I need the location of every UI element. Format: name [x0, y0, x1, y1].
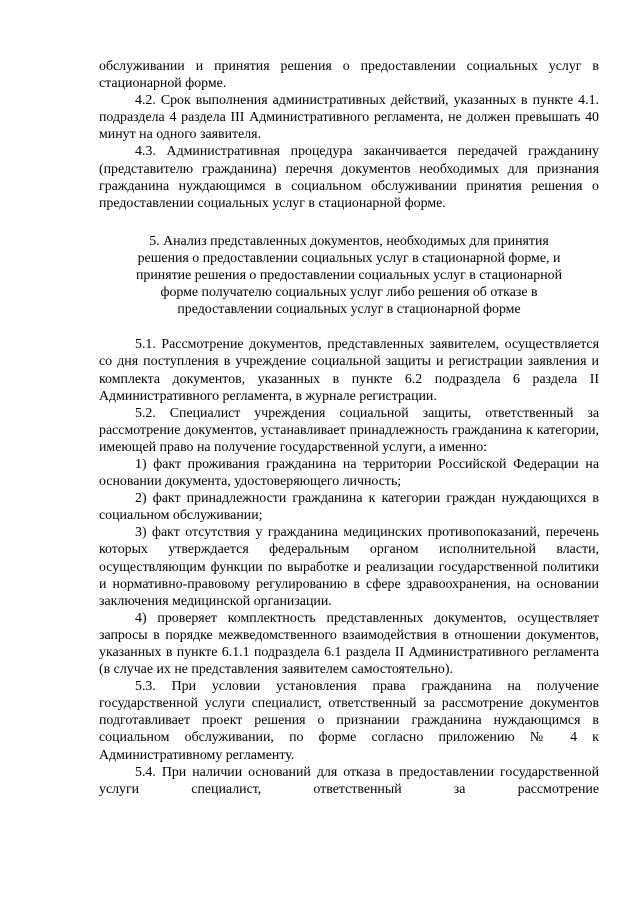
list-item-2: 2) факт принадлежности гражданина к категории граждан нуждающихся в социальном обслуживании; — [99, 491, 599, 524]
paragraph-5-1: 5.1. Рассмотрение документов, представленных заявителем, осуществляется со дня поступления в учреждение социальной защиты и регистрации заявления и комплекта документов, указанных в пункте 6.2 подраздела 6 раздела II Административного регламента, в журнале регистрации. — [99, 337, 599, 404]
list-item-3: 3) факт отсутствия у гражданина медицинских противопоказаний, перечень которых утверждается федеральным органом исполнительной власти, осуществляющим функции по выработке и реализации государственной политики и нормативно-правовому регулированию в сфере здравоохранения, на основании заключения медицинской организации. — [99, 525, 599, 609]
paragraph-4-2: 4.2. Срок выполнения административных действий, указанных в пункте 4.1. подраздела 4 раздела III Административного регламента, не должен превышать 40 минут на одного заявителя. — [99, 93, 599, 143]
paragraph-5-3: 5.3. При условии установления права гражданина на получение государственной услуги специалист, ответственный за рассмотрение документов подготавливает проект решения о признании гражданина нуждающимся в социальном обслуживании, по форме согласно приложению № 4 к Административному регламенту. — [99, 679, 599, 763]
paragraph-5-4: 5.4. При наличии оснований для отказа в предоставлении государственной услуги специалист, ответственный за рассмотрение — [99, 764, 599, 797]
spacer — [99, 212, 599, 233]
continuation-paragraph: обслуживании и принятия решения о предоставлении социальных услуг в стационарной форме. — [99, 59, 599, 92]
document-body — [99, 58, 599, 798]
list-item-1: 1) факт проживания гражданина на территории Российской Федерации на основании документа, удостоверяющего личность; — [99, 456, 599, 490]
section-5-heading: 5. Анализ представленных документов, необходимых для принятия решения о предоставлении социальных услуг в стационарной форме, и принятие решения о предоставлении социальных услуг в стационарной форме получателю социальных услуг либо решения об отказе в предоставлении социальных услуг в стационарной форме — [135, 233, 563, 318]
paragraph-4-3: 4.3. Административная процедура заканчивается передачей гражданину (представителю гражданина) перечня документов необходимых для признания гражданина нуждающимся в социальном обслуживании принятия решения о предоставлении социальных услуг в стационарной форме. — [99, 144, 599, 211]
list-item-4: 4) проверяет комплектность представленных документов, осуществляет запросы в порядке межведомственного взаимодействия в отношении документов, указанных в пункте 6.1.1 подраздела 6.1 раздела II Административного регламента (в случае их не представления заявителем самостоятельно). — [99, 610, 599, 678]
paragraph-5-2: 5.2. Специалист учреждения социальной защиты, ответственный за рассмотрение документов, устанавливает принадлежность гражданина к категории, имеющей право на получение государственной услуги, а именно: — [99, 405, 599, 455]
spacer — [99, 318, 599, 336]
